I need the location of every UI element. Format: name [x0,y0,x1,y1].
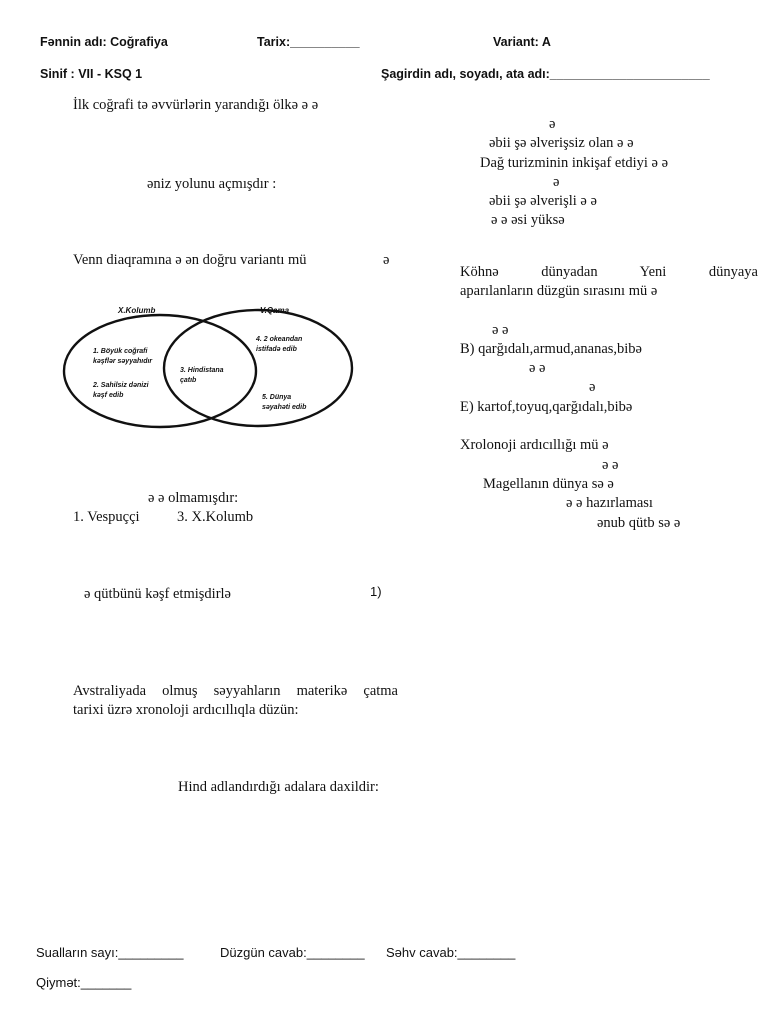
venn-item-4-line2: istifadə edib [256,346,297,353]
question-venn-text: Venn diaqramına ə ən doğru variantı mü [73,252,307,268]
right-line-12: ə ə hazırlaması [566,495,653,511]
venn-item-5-line1: 5. Dünya [262,394,292,401]
question-pole-discovery: ə qütbünü kəşf etmişdirlə [84,586,231,602]
question-venn [73,251,307,269]
question-count-field: Sualların sayı:_________ [36,945,184,960]
class-label: Sinif : VII - KSQ 1 [40,67,143,81]
date-field: Tarix:__________ [257,35,360,49]
venn-left-circle [64,315,256,427]
option-b: B) qarğıdalı,armud,ananas,bibə [460,341,642,357]
venn-item-1-line2: kəşflər səyyahıdır [93,358,153,365]
right-line-10: ə ə [602,457,619,473]
right-line-13: ənub qütb sə ə [597,515,681,531]
right-line-9: ə [589,379,596,395]
right-line-8: ə ə [529,360,546,376]
question-chronology: Xrolonoji ardıcıllığı mü ə [460,437,609,453]
right-line-7: ə ə [492,322,509,338]
venn-item-2-line2: kəşf edib [93,392,124,399]
venn-diagram [62,300,362,430]
option-e: E) kartof,toyuq,qarğıdalı,bibə [460,399,633,415]
right-line-5: əbii şə əlverişli ə ə [489,193,597,209]
variant-label: Variant: A [493,35,551,49]
right-line-2: əbii şə əlverişsiz olan ə ə [489,135,634,151]
right-line-6: ə ə əsi yüksə [491,212,565,228]
right-line-3: Dağ turizminin inkişaf etdiyi ə ə [480,155,669,171]
question-olmamisdir: ə ə olmamışdır: [148,490,239,506]
right-line-4: ə [553,174,560,190]
subject-label: Fənnin adı: Coğrafiya [40,35,168,49]
wrong-answers-field: Səhv cavab:________ [386,945,516,960]
venn-item-2-line1: 2. Sahilsiz dənizi [93,382,149,389]
right-line-1: ə [549,116,556,132]
venn-right-title: V.Qama [260,306,290,315]
question-australia-line2: tarixi üzrə xronoloji ardıcıllıqla düzün: [73,702,299,718]
question-pole-number: 1) [370,584,382,599]
question-australia-line1: Avstraliyada olmuş səyyahların materikə çatma [73,683,398,699]
option-3-kolumb: 3. X.Kolumb [177,509,254,525]
question-old-new-world-line1: Köhnə dünyadan Yeni dünyaya [460,264,758,280]
venn-left-title: X.Kolumb [118,306,156,315]
question-old-new-world-line2: aparılanların düzgün sırasını mü ə [460,283,658,299]
venn-item-1-line1: 1. Böyük coğrafi [93,348,148,355]
student-name-field: Şagirdin adı, soyadı, ata adı:_______________________ [381,67,710,81]
venn-item-5-line2: səyahəti edib [262,404,307,411]
question-venn-end: ə [383,252,390,268]
question-first-geo-ideas: İlk coğrafi tə əvvürlərin yarandığı ölkə ə ə [73,97,319,113]
grade-field: Qiymət:_______ [36,975,132,990]
venn-item-4-line1: 4. 2 okeandan [256,336,303,343]
right-line-11: Magellanın dünya sə ə [483,476,614,492]
correct-answers-field: Düzgün cavab:________ [220,945,365,960]
venn-item-3-line2: çatıb [180,377,197,384]
question-sea-route: əniz yolunu açmışdır : [147,176,277,192]
venn-item-3-line1: 3. Hindistana [180,367,224,374]
question-hind-islands: Hind adlandırdığı adalara daxildir: [178,779,379,795]
option-1-vespucci: 1. Vespuççi [73,509,140,525]
